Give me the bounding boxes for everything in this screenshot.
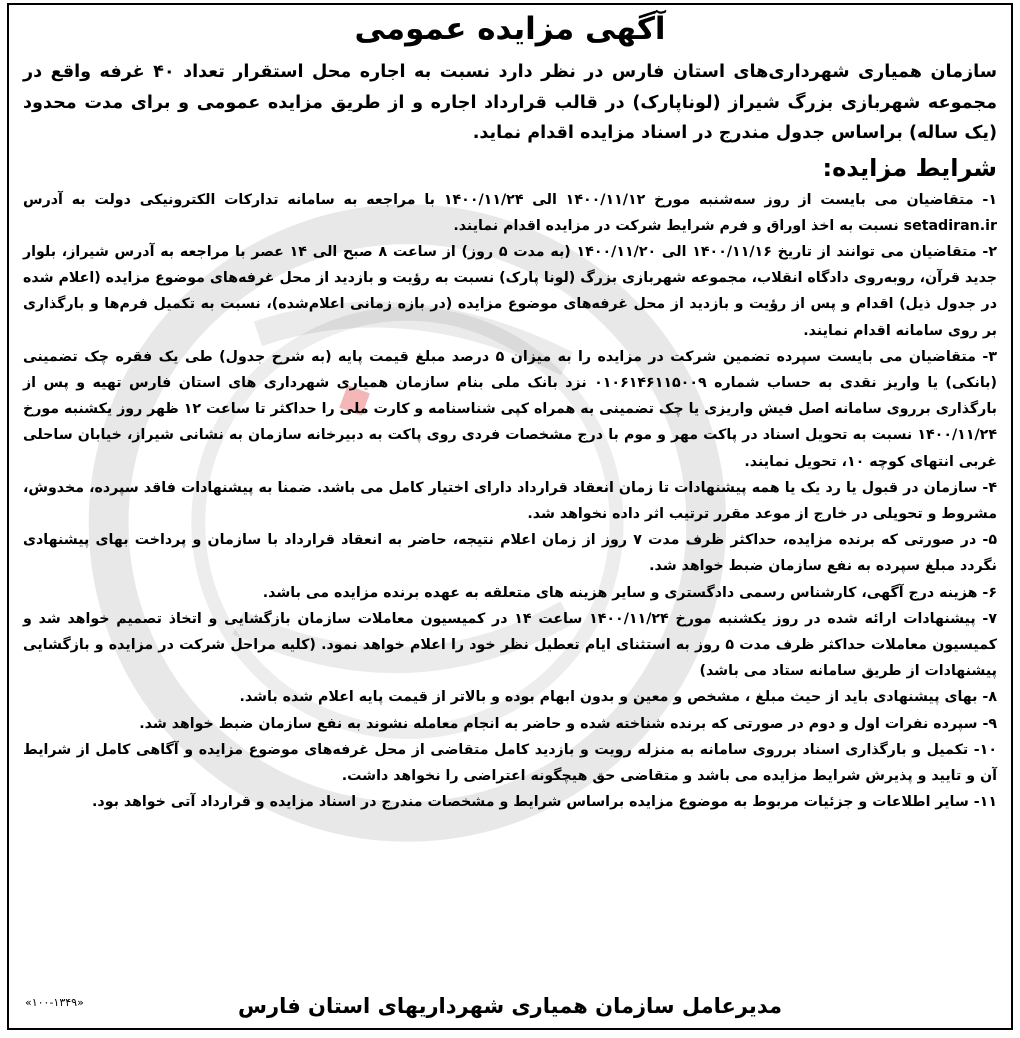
clause-5: ۵- در صورتی که برنده مزایده، حداکثر ظرف مدت ۷ روز از زمان اعلام نتیجه، حاضر به انعقاد قرارداد با سازمان و پرداخت بهای پیشنهادی نگردد مبلغ سپرده به نفع سازمان ضبط خواهد شد. <box>23 532 997 575</box>
clause-9: ۹- سپرده نفرات اول و دوم در صورتی که برنده شناخته شده و حاضر به انجام معامله نشوند به نفع سازمان ضبط خواهد شد. <box>139 715 997 732</box>
notice-footer <box>9 986 1011 1026</box>
clause-8: ۸- بهای پیشنهادی باید از حیث مبلغ ، مشخص و معین و بدون ابهام بوده و بالاتر از قیمت پایه اعلام شده باشد. <box>239 689 997 706</box>
clause-4: ۴- سازمان در قبول یا رد یک یا همه پیشنهادات تا زمان انعقاد قرارداد دارای اختیار کامل می باشد. ضمنا به پیشنهادات فاقد سپرده، مخدوش، مشروط و تحویلی در خارج از موعد مقرر ترتیب اثر داده نخواهد شد. <box>23 479 997 522</box>
clause-11: ۱۱- سایر اطلاعات و جزئیات مربوط به موضوع مزایده براساس شرایط و مشخصات مندرج در اسناد مزایده و قرارداد آتی خواهد بود. <box>92 794 997 811</box>
notice-content <box>9 9 1011 815</box>
clause-2: ۲- متقاضیان می توانند از تاریخ ۱۴۰۰/۱۱/۱۶ الی ۱۴۰۰/۱۱/۲۰ (به مدت ۵ روز) از ساعت ۸ صبح الی ۱۴ عصر با مراجعه به آدرس شیراز، بلوار جدید قرآن، روبه‌روی دادگاه انقلاب، مجموعه شهربازی بزرگ (لونا پارک) نسبت به رؤیت و بازدید از محل غرفه‌های موضوع مزایده (اعلام شده در جدول ذیل) اقدام و پس از رؤیت و بازدید از محل غرفه‌های موضوع مزایده (در بازه زمانی اعلام‌شده)، نسبت به تکمیل فرم‌ها و بارگذاری بر روی سامانه اقدام نمایند. <box>23 243 997 339</box>
clause-3: ۳- متقاضیان می بایست سپرده تضمین شرکت در مزایده را به میزان ۵ درصد مبلغ قیمت پایه (به شرح جدول) طی یک فقره چک تضمینی (بانکی) یا واریز نقدی به حساب شماره ۰۱۰۶۱۴۶۱۱۵۰۰۹ نزد بانک ملی بنام سازمان همیاری شهرداری های استان فارس تهیه و پس از بارگذاری برروی سامانه اصل فیش واریزی یا چک تضمینی به همراه کپی شناسنامه و کارت ملی را حداکثر تا ساعت ۱۲ ظهر روز یکشنبه مورخ ۱۴۰۰/۱۱/۲۴ نسبت به تحویل اسناد در پاکت مهر و موم با درج مشخصات فردی روی پاکت به دبیرخانه سازمان به نشانی شیراز، خیابان ساحلی غربی انتهای کوچه ۱۰، تحویل نمایند. <box>22 348 997 470</box>
intro-paragraph: سازمان همیاری شهرداری‌های استان فارس در نظر دارد نسبت به اجاره محل استقرار تعداد ۴۰ غرفه واقع در مجموعه شهربازی بزرگ شیراز (لوناپارک) در قالب قرارداد اجاره و از طریق مزایده عمومی و برای مدت محدود (یک ساله) براساس جدول مندرج در اسناد مزایده اقدام نماید. <box>23 62 997 143</box>
clause-7: ۷- پیشنهادات ارائه شده در روز یکشنبه مورخ ۱۴۰۰/۱۱/۲۴ ساعت ۱۴ در کمیسیون معاملات سازمان بازگشایی و اتخاذ تصمیم خواهد شد و کمیسیون معاملات حداکثر ظرف مدت ۵ روز به استثنای ایام تعطیل نظر خود را اعلام خواهد نمود. (کلیه مراحل شرکت در مزایده و بازگشایی پیشنهادات از طریق سامانه ستاد می باشد) <box>23 610 997 680</box>
notice-page <box>7 3 1013 1030</box>
clause-1: ۱- متقاضیان می بایست از روز سه‌شنبه مورخ ۱۴۰۰/۱۱/۱۲ الی ۱۴۰۰/۱۱/۲۴ با مراجعه به سامانه تدارکات الکترونیکی دولت به آدرس setadiran.ir نسبت به اخذ اوراق و فرم شرایط شرکت در مزایده اقدام نمایند. <box>23 191 997 234</box>
notice-title: آگهی مزایده عمومی <box>354 11 666 47</box>
clause-6: ۶- هزینه درج آگهی، کارشناس رسمی دادگستری و سایر هزینه های متعلقه به عهده برنده مزایده می باشد. <box>262 584 997 601</box>
clause-10: ۱۰- تکمیل و بارگذاری اسناد برروی سامانه به منزله رویت و بازدید کامل متقاضی از محل غرفه‌های موضوع مزایده و آگاهی کامل از شرایط آن و تایید و پذیرش شرایط مزایده می باشد و متقاضی حق هیچگونه اعتراضی را نخواهد داشت. <box>23 741 997 784</box>
signature-line: مدیرعامل سازمان همیاری شهرداریهای استان فارس <box>238 994 782 1018</box>
ad-code: «۱۰۰-۱۳۴۹» <box>25 996 84 1009</box>
conditions-heading: شرایط مزایده: <box>822 153 997 182</box>
